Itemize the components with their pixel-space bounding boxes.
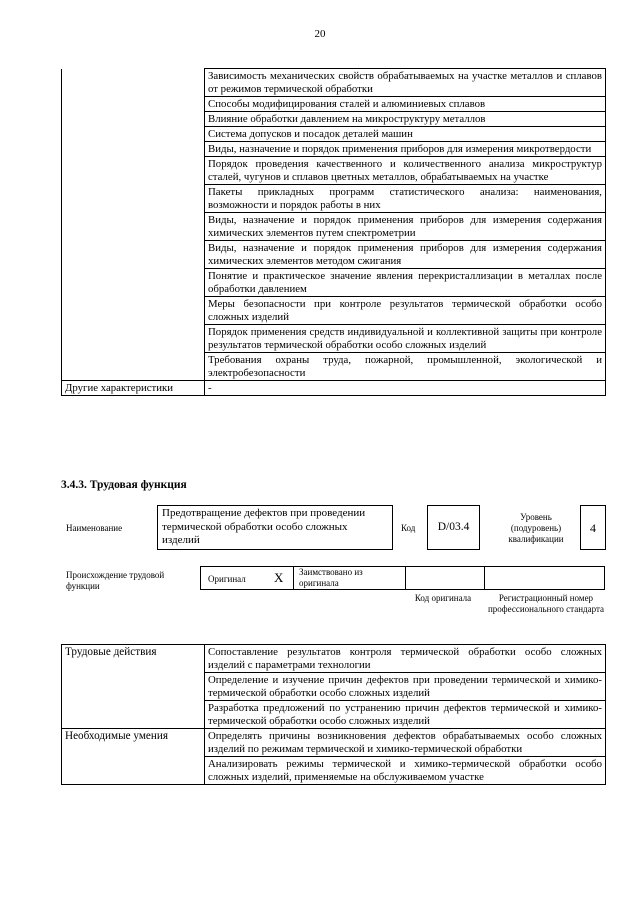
code-original-label: Код оригинала xyxy=(414,593,472,603)
skill-row xyxy=(62,729,606,757)
skill-item: Определять причины возникновения дефектов обрабатываемых особо сложных изделий по режимам термической и химико-термической обработки xyxy=(205,729,606,757)
skills-label: Необходимые умения xyxy=(62,729,205,785)
original-mark: X xyxy=(274,570,284,585)
function-name: Предотвращение дефектов при проведении термической обработки особо сложных изделий xyxy=(157,505,393,550)
labor-action-item: Определение и изучение причин дефектов при проведении термической и химико-термической обработки особо сложных изделий xyxy=(205,673,606,701)
knowledge-item: Требования охраны труда, пожарной, промышленной, экологической и электробезопасности xyxy=(205,353,606,381)
section-title: 3.4.3. Трудовая функция xyxy=(61,479,187,491)
other-characteristics-row xyxy=(62,381,606,396)
knowledge-item: Пакеты прикладных программ статистического анализа: наименования, возможности и порядок работы в них xyxy=(205,185,606,213)
borrowed-label: Заимствовано из оригинала xyxy=(299,567,363,588)
other-characteristics-label: Другие характеристики xyxy=(62,381,205,396)
knowledge-table xyxy=(61,68,606,396)
knowledge-item: Порядок применения средств индивидуальной и коллективной защиты при контроле результатов термической обработки особо сложных изделий xyxy=(205,325,606,353)
code-label: Код xyxy=(401,523,416,533)
knowledge-item: Меры безопасности при контроле результатов термической обработки особо сложных изделий xyxy=(205,297,606,325)
knowledge-item: Порядок проведения качественного и количественного анализа микроструктур сталей, чугунов и сплавов цветных металлов, обрабатываемых на участке xyxy=(205,157,606,185)
knowledge-item: Понятие и практическое значение явления перекристаллизации в металлах после обработки давлением xyxy=(205,269,606,297)
skill-item: Анализировать режимы термической и химико-термической обработки особо сложных изделий, применяемые на обслуживаемом участке xyxy=(205,757,606,785)
origin-row xyxy=(200,566,605,590)
labor-actions-label: Трудовые действия xyxy=(62,645,205,729)
actions-table xyxy=(61,644,606,785)
level-label: Уровень (подуровень) квалификации xyxy=(508,512,564,544)
knowledge-item: Способы модифицирования сталей и алюминиевых сплавов xyxy=(205,97,606,112)
level-value: 4 xyxy=(580,505,606,550)
name-label: Наименование xyxy=(66,523,123,533)
page-number: 20 xyxy=(314,28,326,40)
reg-number-label: Регистрационный номер профессионального стандарта xyxy=(487,593,605,614)
other-characteristics-value: - xyxy=(205,381,606,396)
original-label: Оригинал xyxy=(208,574,246,584)
code-value: D/03.4 xyxy=(427,505,480,550)
labor-action-row xyxy=(62,645,606,673)
labor-action-item: Разработка предложений по устранению причин дефектов термической и химико-термической обработки особо сложных изделий xyxy=(205,701,606,729)
labor-action-item: Сопоставление результатов контроля термической обработки особо сложных изделий с параметрами технологии xyxy=(205,645,606,673)
knowledge-label xyxy=(62,69,205,381)
knowledge-item: Виды, назначение и порядок применения приборов для измерения содержания химических элементов методом сжигания xyxy=(205,241,606,269)
knowledge-row xyxy=(62,69,606,97)
origin-label: Происхождение трудовой функции xyxy=(66,570,165,591)
knowledge-item: Зависимость механических свойств обрабатываемых на участке металлов и сплавов от режимов термической обработки xyxy=(205,69,606,97)
knowledge-item: Влияние обработки давлением на микроструктуру металлов xyxy=(205,112,606,127)
knowledge-item: Виды, назначение и порядок применения приборов для измерения микротвердости xyxy=(205,142,606,157)
knowledge-item: Система допусков и посадок деталей машин xyxy=(205,127,606,142)
knowledge-item: Виды, назначение и порядок применения приборов для измерения содержания химических элементов путем спектрометрии xyxy=(205,213,606,241)
